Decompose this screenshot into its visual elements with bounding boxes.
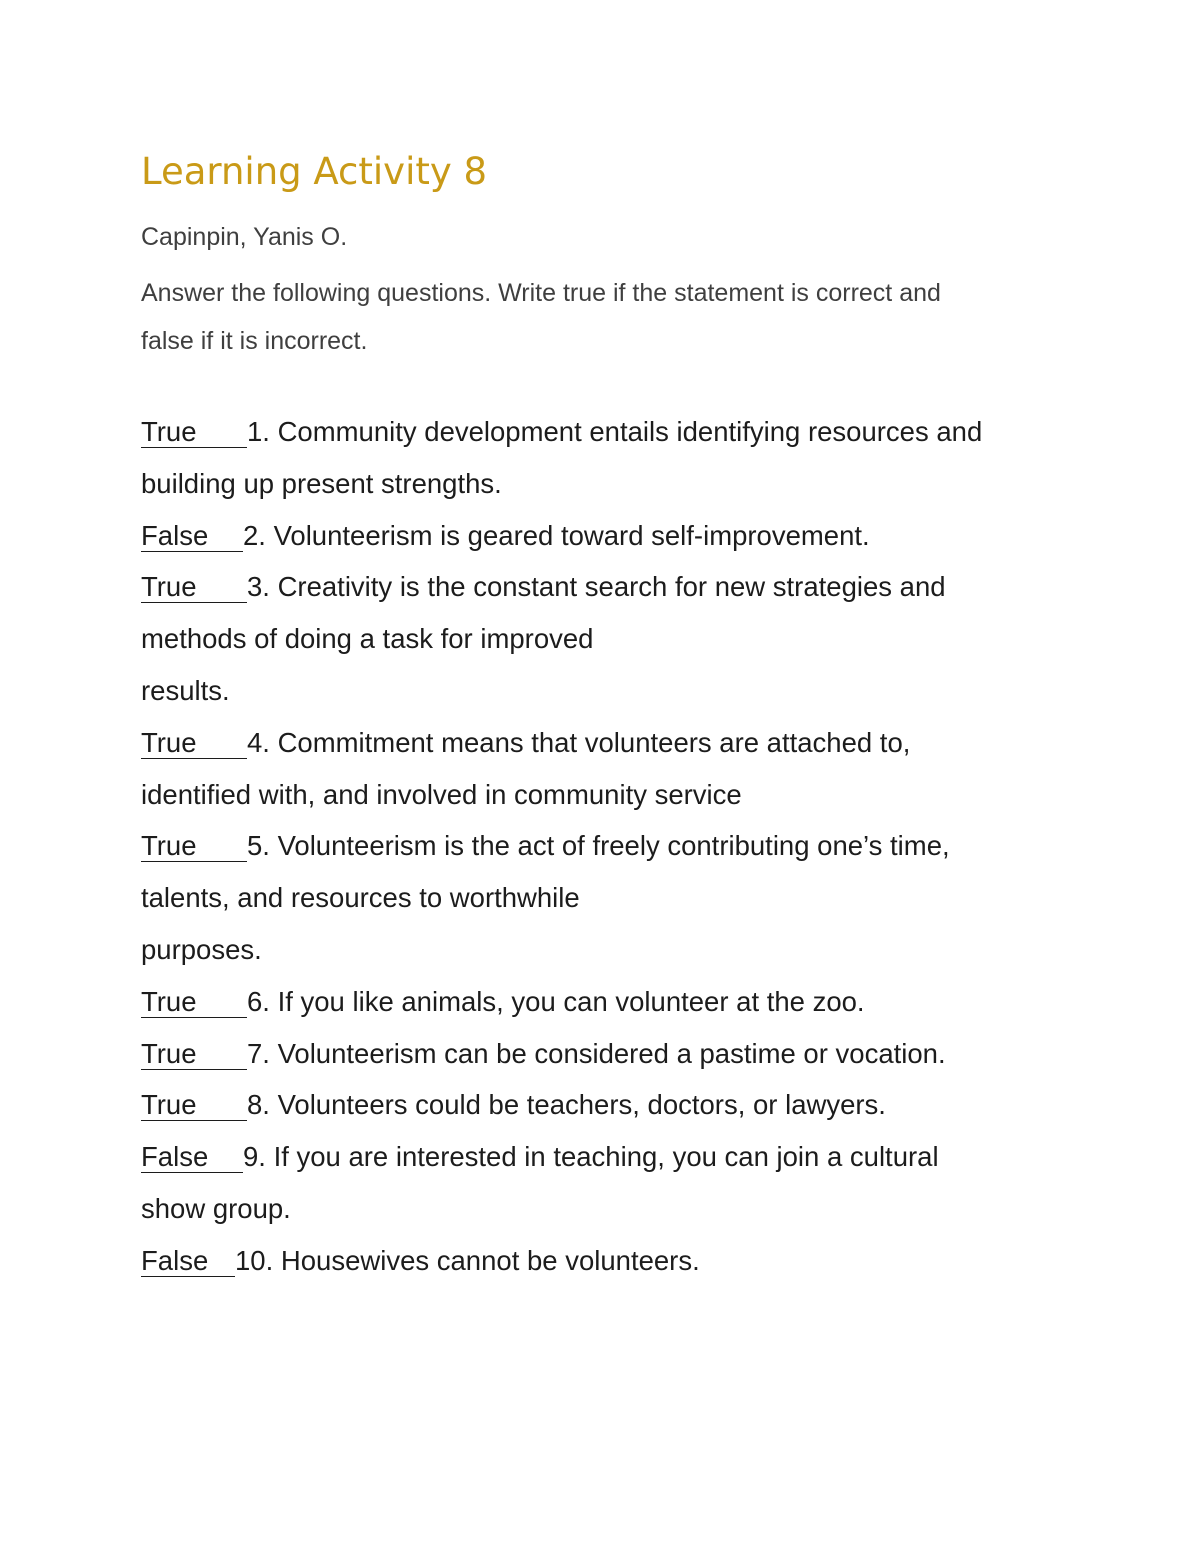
question-text: 4. Commitment means that volunteers are attached to, (247, 726, 911, 758)
question-text-continued: results. (141, 674, 230, 706)
instructions-line: false if it is incorrect. (141, 327, 368, 355)
document-title: Learning Activity 8 (141, 150, 488, 193)
instructions (141, 269, 1071, 365)
question-item-9 (141, 1131, 1081, 1235)
question-text: 2. Volunteerism is geared toward self-improvement. (243, 519, 870, 551)
answer-blank: True (141, 987, 247, 1018)
question-item-5 (141, 820, 1081, 975)
question-text-continued: purposes. (141, 933, 262, 965)
answer-blank: True (141, 1090, 247, 1121)
question-item-10 (141, 1235, 1081, 1287)
question-item-3 (141, 561, 1081, 716)
question-item-7 (141, 1028, 1081, 1080)
question-text: 5. Volunteerism is the act of freely contributing one’s time, (247, 830, 950, 862)
question-item-6 (141, 976, 1081, 1028)
answer-blank: False (141, 1142, 243, 1173)
question-item-4 (141, 717, 1081, 821)
question-line (141, 1235, 1081, 1287)
question-line (141, 820, 1081, 872)
question-item-1 (141, 406, 1081, 510)
question-item-8 (141, 1079, 1081, 1131)
answer-blank: True (141, 572, 247, 603)
answer-blank: False (141, 521, 243, 552)
question-text: 7. Volunteerism can be considered a pastime or vocation. (247, 1037, 946, 1069)
question-line (141, 510, 1081, 562)
instructions-line: Answer the following questions. Write true if the statement is correct and (141, 279, 941, 307)
answer-blank: True (141, 728, 247, 759)
author-name: Capinpin, Yanis O. (141, 223, 348, 251)
question-text-continued: methods of doing a task for improved (141, 623, 594, 655)
question-text: 9. If you are interested in teaching, you can join a cultural (243, 1141, 939, 1173)
question-line (141, 976, 1081, 1028)
question-line (141, 717, 1081, 769)
question-text-continued: talents, and resources to worthwhile (141, 882, 580, 914)
question-line (141, 1028, 1081, 1080)
answer-blank: True (141, 831, 247, 862)
question-line (141, 1131, 1081, 1183)
question-line (141, 1079, 1081, 1131)
answer-blank: False (141, 1246, 235, 1277)
question-text-continued: identified with, and involved in community service (141, 778, 742, 810)
answer-blank: True (141, 1039, 247, 1070)
question-text: 6. If you like animals, you can volunteer at the zoo. (247, 985, 865, 1017)
answer-blank: True (141, 417, 247, 448)
question-text: 8. Volunteers could be teachers, doctors, or lawyers. (247, 1089, 886, 1121)
question-text: 3. Creativity is the constant search for new strategies and (247, 571, 946, 603)
question-text-continued: building up present strengths. (141, 467, 502, 499)
question-item-2 (141, 510, 1081, 562)
question-text: 1. Community development entails identifying resources and (247, 416, 983, 447)
question-line (141, 561, 1081, 613)
question-text-continued: show group. (141, 1192, 291, 1224)
question-text: 10. Housewives cannot be volunteers. (235, 1244, 700, 1276)
question-list (141, 406, 1081, 1287)
question-line (141, 406, 1081, 458)
